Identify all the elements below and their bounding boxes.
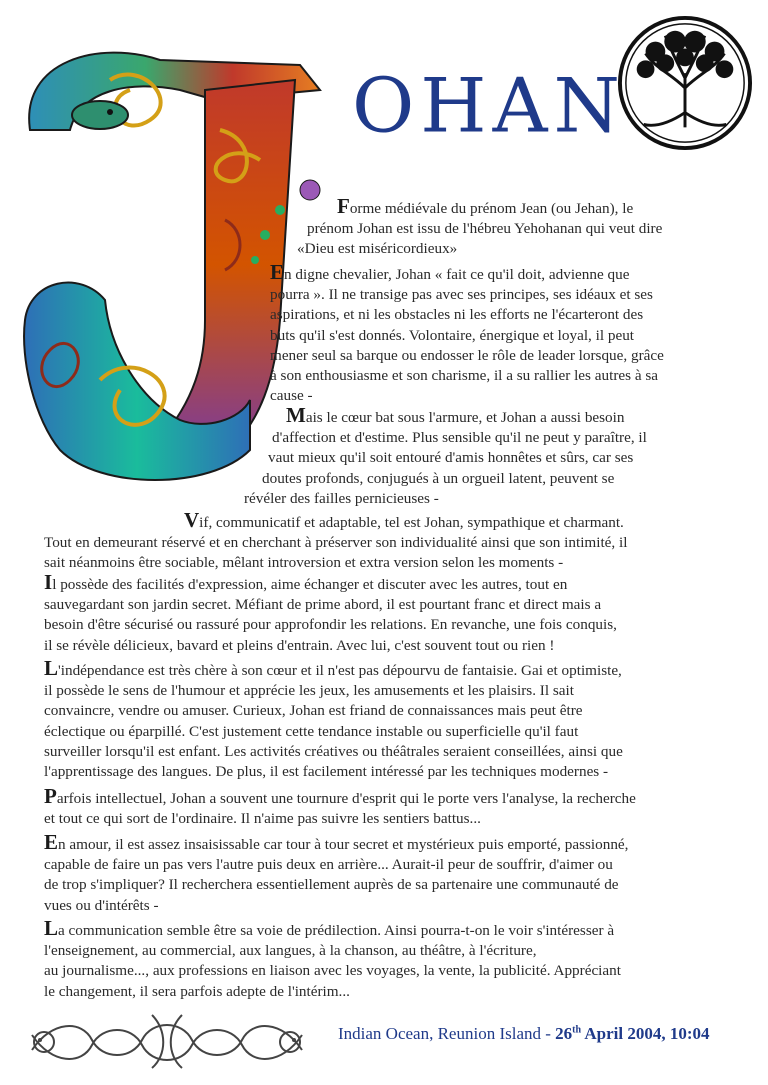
drop-cap: F [337,194,350,218]
celtic-knot-ornament [22,1010,312,1072]
paragraph-9: La communication semble être sa voie de prédilection. Ainsi pourra-t-on le voir s'intéresser à l'enseignement, au commercial, aux langues, à la chanson, au théâtre, à l'écriture, au journalisme..., aux professions en liaison avec les voyages, la vente, la publicité. Appréciant le changement, il sera parfois adepte de l'intérim... [44,916,621,1000]
page-title: OHAN [352,61,626,150]
paragraph-4: Vif, communicatif et adaptable, tel est Johan, sympathique et charmant. Tout en demeurant réservé et en cherchant à préserver son individualité ainsi que son intimité, il sait néanmoins être sociable, mêlant introversion et extra version selon les moments - [44,508,628,572]
paragraph-8: En amour, il est assez insaisissable car tour à tour secret et mystérieux puis emporté, passionné, capable de faire un pas vers l'autre puis deux en arrière... Aurait-il peur de souffrir, d'aimer ou de trop s'impliquer? Il recherchera essentiellement auprès de sa partenaire une communauté de vues ou d'intérêts - [44,830,629,914]
tree-of-life-icon [616,14,754,152]
paragraph-3: Mais le cœur bat sous l'armure, et Johan a aussi besoin d'affection et d'estime. Plus sensible qu'il ne peut y paraître, il vaut mieux qu'il soit entouré d'amis honnêtes et sûrs, car ses doutes profonds, conjugués à un orgueil latent, peuvent se révéler des failles pernicieuses - [244,403,647,507]
paragraph-6: L'indépendance est très chère à son cœur et il n'est pas dépourvu de fantaisie. Gai et optimiste, il possède le sens de l'humour et apprécie les jeux, les amusements et les plaisirs. Il sait convaincre, vendre ou amuser. Curieux, Johan est friand de connaissances mais peut être éclectique ou éparpillé. C'est justement cette tendance instable ou superficielle qu'il faut surveiller lorsqu'il est enfant. Les activités créatives ou théâtrales seraient conseillées, ainsi que l'apprentissage des langues. De plus, il est facilement intéressé par les techniques modernes - [44,656,623,781]
paragraph-1: Forme médiévale du prénom Jean (ou Jehan), le prénom Johan est issu de l'hébreu Yehohanan qui veut dire «Dieu est miséricordieux» [297,194,663,258]
paragraph-5: Il possède des facilités d'expression, aime échanger et discuter avec les autres, tout en sauvegardant son jardin secret. Méfiant de prime abord, il est pourtant franc et direct mais a besoin d'être sécurisé ou rassuré pour approfondir les relations. En revanche, une fois conquis, il se révèle délicieux, bavard et pleins d'entrain. Avec lui, c'est souvent tout ou rien ! [44,570,617,654]
paragraph-2: En digne chevalier, Johan « fait ce qu'il doit, advienne que pourra ». Il ne transige pas avec ses principes, ses idéaux et ses aspirations, et ni les obstacles ni les efforts ne l'écarteront des buts qu'il s'est donnés. Volontaire, énergique et loyal, il peut mener seul sa barque ou endosser le rôle de leader lorsque, grâce à son enthousiasme et son charisme, il a su rallier les autres à sa cause - [270,260,664,405]
paragraph-7: Parfois intellectuel, Johan a souvent une tournure d'esprit qui le porte vers l'analyse, la recherche et tout ce qui sort de l'ordinaire. Il n'aime pas suivre les sentiers battus... [44,784,636,828]
footer-signature: Indian Ocean, Reunion Island - 26th April 2004, 10:04 [338,1024,710,1043]
